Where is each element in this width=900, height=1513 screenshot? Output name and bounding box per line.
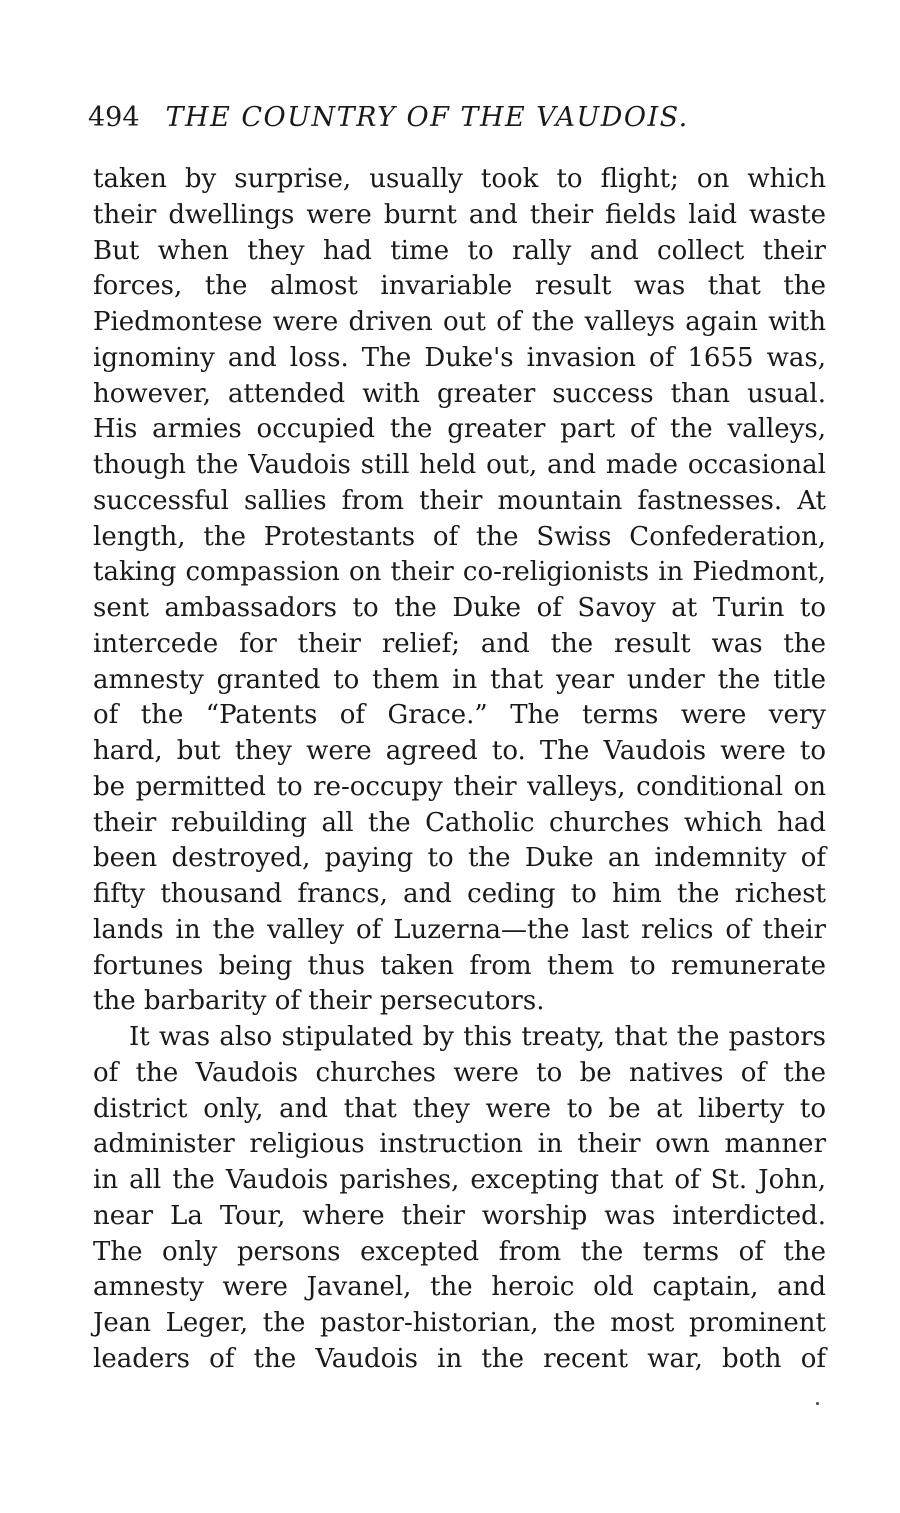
text-line: amnesty granted to them in that year under the title bbox=[93, 664, 826, 695]
text-line: ignominy and loss. The Duke's invasion of 1655 was, bbox=[93, 342, 826, 373]
text-line: forces, the almost invariable result was that the bbox=[93, 271, 826, 302]
text-line: amnesty were Javanel, the heroic old captain, and bbox=[93, 1272, 826, 1303]
text-line: the barbarity of their persecutors. bbox=[93, 986, 545, 1017]
text-line: hard, but they were agreed to. The Vaudois were to bbox=[93, 736, 826, 766]
body-text bbox=[93, 162, 826, 1378]
text-line: of the Vaudois churches were to be natives of the bbox=[93, 1057, 826, 1088]
text-line: administer religious instruction in their own manner bbox=[93, 1129, 826, 1160]
text-line: successful sallies from their mountain fastnesses. At bbox=[93, 485, 826, 516]
print-speck bbox=[816, 1402, 819, 1405]
text-line: sent ambassadors to the Duke of Savoy at Turin to bbox=[93, 593, 826, 623]
text-line: be permitted to re-occupy their valleys, conditional on bbox=[93, 771, 826, 802]
running-title: THE COUNTRY OF THE VAUDOIS. bbox=[165, 102, 689, 133]
text-line: It was also stipulated by this treaty, that the pastors bbox=[129, 1022, 826, 1052]
text-line: district only, and that they were to be at liberty to bbox=[93, 1093, 826, 1124]
text-line: their dwellings were burnt and their fields laid waste bbox=[93, 199, 826, 230]
text-line: though the Vaudois still held out, and made occasional bbox=[93, 450, 826, 480]
text-line: His armies occupied the greater part of the valleys, bbox=[93, 414, 826, 445]
text-line: near La Tour, where their worship was interdicted. bbox=[93, 1200, 826, 1231]
text-line: The only persons excepted from the terms of the bbox=[93, 1236, 826, 1267]
text-line: But when they had time to rally and collect their bbox=[93, 235, 826, 266]
text-line: in all the Vaudois parishes, excepting that of St. John, bbox=[93, 1165, 826, 1195]
text-line: taken by surprise, usually took to flight; on which bbox=[93, 164, 826, 194]
text-line: their rebuilding all the Catholic churches which had bbox=[93, 807, 826, 838]
page-number: 494 bbox=[88, 102, 140, 133]
text-line: been destroyed, paying to the Duke an indemnity of bbox=[93, 843, 826, 874]
text-line: taking compassion on their co-religionists in Piedmont, bbox=[93, 557, 826, 588]
text-line: Piedmontese were driven out of the valleys again with bbox=[93, 307, 826, 337]
text-line: fortunes being thus taken from them to remunerate bbox=[93, 950, 826, 981]
text-line: length, the Protestants of the Swiss Confederation, bbox=[93, 521, 826, 552]
text-line: intercede for their relief; and the result was the bbox=[93, 628, 826, 659]
running-head bbox=[88, 98, 828, 138]
text-line: lands in the valley of Luzerna—the last relics of their bbox=[93, 914, 826, 945]
text-line: however, attended with greater success than usual. bbox=[93, 378, 826, 409]
text-line: of the “Patents of Grace.” The terms were very bbox=[93, 700, 826, 731]
text-line: fifty thousand francs, and ceding to him the richest bbox=[93, 879, 826, 909]
text-line: Jean Leger, the pastor-historian, the most prominent bbox=[93, 1308, 826, 1338]
text-line: leaders of the Vaudois in the recent war, both of bbox=[93, 1343, 826, 1374]
